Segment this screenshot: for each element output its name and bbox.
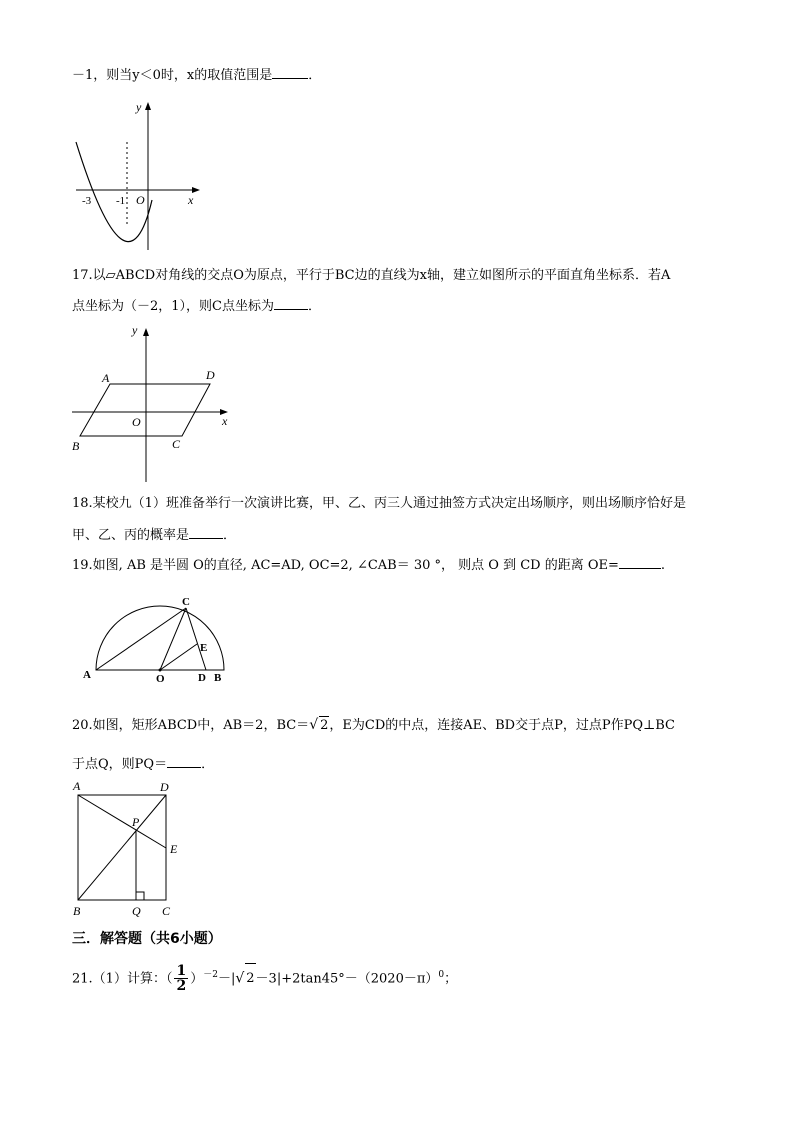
- parallelogram-abcd: [80, 384, 210, 436]
- segment-ae: [78, 795, 166, 848]
- point-b-label: B: [72, 439, 80, 453]
- q17-text-line1: 17.以▱ABCD对角线的交点O为原点，平行于BC边的直线为x轴，建立如图所示的平面直角坐标系．若A: [72, 268, 671, 283]
- point-b-label: B: [214, 672, 222, 684]
- tick-neg3: -3: [82, 195, 92, 207]
- q16-text: －1，则当y＜0时，x的取值范围是 ．: [72, 68, 322, 83]
- point-q-label: Q: [132, 904, 141, 918]
- point-d-label: D: [206, 368, 215, 382]
- y-label: y: [132, 323, 138, 337]
- parabola-curve: [76, 142, 152, 242]
- q21-text: 21.（1）计算：（ $\frac{1}{2}$ ）$^{-2}$－|√ $2-3|+2\tan 45^\circ-(2020-\pi)^0$；: [72, 963, 458, 995]
- y-axis-arrow-icon: [145, 102, 151, 110]
- fraction-one-half: $\frac{1}{2}$: [176, 963, 187, 995]
- point-a-label: A: [102, 371, 110, 385]
- x-label: x: [222, 414, 228, 428]
- section-heading: 三．解答题（共6小题）: [72, 931, 222, 947]
- y-axis-arrow-icon: [143, 328, 149, 336]
- answer-blank: [189, 526, 223, 539]
- semicircle-figure: [80, 596, 240, 692]
- q20-text-line1: 20.如图，矩形ABCD中，AB＝2，BC＝√ 2，E为CD的中点，连接AE、BD交于点P，过点P作PQ⊥BC: [72, 717, 675, 733]
- answer-blank: [274, 297, 308, 310]
- answer-blank: [272, 66, 308, 79]
- q18-text-line2: 甲、乙、丙的概率是 ．: [72, 528, 237, 543]
- sqrt-icon: √: [235, 970, 245, 987]
- center-point: [159, 669, 162, 672]
- answer-blank: [619, 556, 661, 569]
- answer-blank: [167, 755, 201, 768]
- point-p-label: P: [132, 815, 140, 829]
- origin-label: O: [136, 193, 145, 207]
- rectangle-figure: [68, 778, 188, 924]
- point-c-label: C: [162, 904, 171, 918]
- y-label: y: [136, 100, 142, 114]
- x-label: x: [188, 193, 194, 207]
- parallelogram-graph: [68, 318, 238, 490]
- point-d-label: D: [160, 780, 169, 794]
- q17-text-line2: 点坐标为（－2，1），则C点坐标为 ．: [72, 299, 322, 314]
- point-c-label: C: [182, 596, 190, 608]
- point-d-label: D: [198, 672, 206, 684]
- parabola-graph: [70, 98, 210, 262]
- point-a-label: A: [73, 779, 81, 793]
- point-e-label: E: [170, 842, 178, 856]
- point-b-label: B: [73, 904, 81, 918]
- sqrt-icon: √: [309, 717, 319, 733]
- point-c-label: C: [172, 437, 181, 451]
- point-e-label: E: [200, 642, 208, 654]
- tick-neg1: -1: [116, 195, 126, 207]
- q20-text-line2: 于点Q，则PQ＝ ．: [72, 757, 215, 772]
- right-angle-mark-icon: [136, 892, 144, 900]
- origin-label: O: [132, 415, 141, 429]
- segment-bd: [78, 795, 166, 900]
- semicircle: [96, 606, 224, 670]
- point-a-label: A: [83, 669, 91, 681]
- point-o-label: O: [156, 673, 165, 685]
- q19-text: 19.如图, AB 是半圆 O的直径, AC=AD, OC=2, ∠CAB＝ 30 °， 则点 O 到 CD 的距离 OE= .: [72, 558, 666, 573]
- q18-text-line1: 18.某校九（1）班准备举行一次演讲比赛，甲、乙、丙三人通过抽签方式决定出场顺序，则出场顺序恰好是: [72, 496, 686, 511]
